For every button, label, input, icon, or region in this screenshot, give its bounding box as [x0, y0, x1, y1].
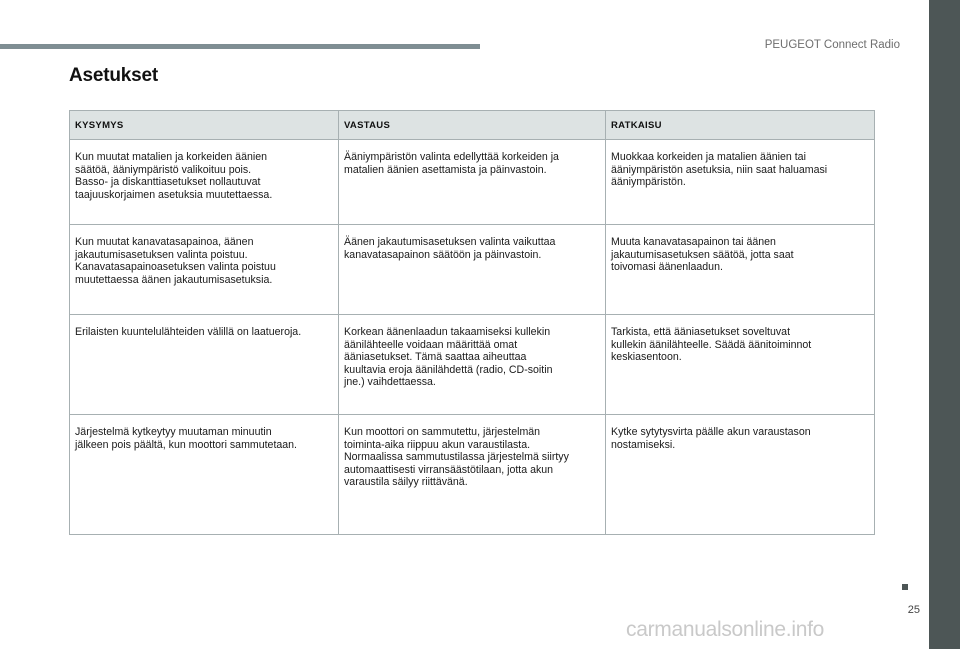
answer-cell: Ääniympäristön valinta edellyttää korkeiden ja matalien äänien asettamista ja päinvastoin. [339, 140, 606, 225]
question-cell: Järjestelmä kytkeytyy muutaman minuutin jälkeen pois päältä, kun moottori sammutetaan. [70, 415, 339, 535]
answer-cell: Korkean äänenlaadun takaamiseksi kullekin äänilähteelle voidaan määrittää omat ääniasetukset. Tämä saattaa aiheuttaa kuultavia eroja äänilähdettä (radio, CD-soitin jne.) vaihdettaessa. [339, 315, 606, 415]
table-row [70, 225, 875, 315]
column-header-answer: VASTAUS [339, 111, 606, 140]
table-header-row [70, 111, 875, 140]
question-cell: Erilaisten kuuntelulähteiden välillä on laatueroja. [70, 315, 339, 415]
question-cell: Kun muutat matalien ja korkeiden äänien säätöä, ääniympäristö valikoituu pois. Basso- ja diskanttiasetukset nollautuvat taajuuskorjaimen asetuksia muutettaessa. [70, 140, 339, 225]
question-cell: Kun muutat kanavatasapainoa, äänen jakautumisasetuksen valinta poistuu. Kanavatasapainoasetuksen valinta poistuu muutettaessa äänen jakautumisasetuksia. [70, 225, 339, 315]
brand-label: PEUGEOT Connect Radio [764, 39, 900, 51]
table-row [70, 140, 875, 225]
solution-cell: Muokkaa korkeiden ja matalien äänien tai ääniympäristön asetuksia, niin saat haluamasi ääniympäristön. [606, 140, 875, 225]
faq-table [69, 110, 875, 535]
page-marker [902, 584, 908, 590]
page-number: 25 [907, 604, 920, 616]
solution-cell: Kytke sytytysvirta päälle akun varaustason nostamiseksi. [606, 415, 875, 535]
watermark: carmanualsonline.info [626, 618, 824, 641]
side-strip [929, 0, 960, 649]
column-header-solution: RATKAISU [606, 111, 875, 140]
answer-cell: Äänen jakautumisasetuksen valinta vaikuttaa kanavatasapainon säätöön ja päinvastoin. [339, 225, 606, 315]
table-row [70, 415, 875, 535]
table-row [70, 315, 875, 415]
solution-cell: Tarkista, että ääniasetukset soveltuvat kullekin äänilähteelle. Säädä äänitoiminnot keskiasentoon. [606, 315, 875, 415]
page-title: Asetukset [69, 65, 159, 86]
answer-cell: Kun moottori on sammutettu, järjestelmän toiminta-aika riippuu akun varaustilasta. Normaalissa sammutustilassa järjestelmä siirtyy automaattisesti virransäästötilaan, jotta akun varaustila säilyy riittävänä. [339, 415, 606, 535]
header-rule [0, 44, 480, 49]
solution-cell: Muuta kanavatasapainon tai äänen jakautumisasetuksen säätöä, jotta saat toivomasi äänenlaadun. [606, 225, 875, 315]
column-header-question: KYSYMYS [70, 111, 339, 140]
